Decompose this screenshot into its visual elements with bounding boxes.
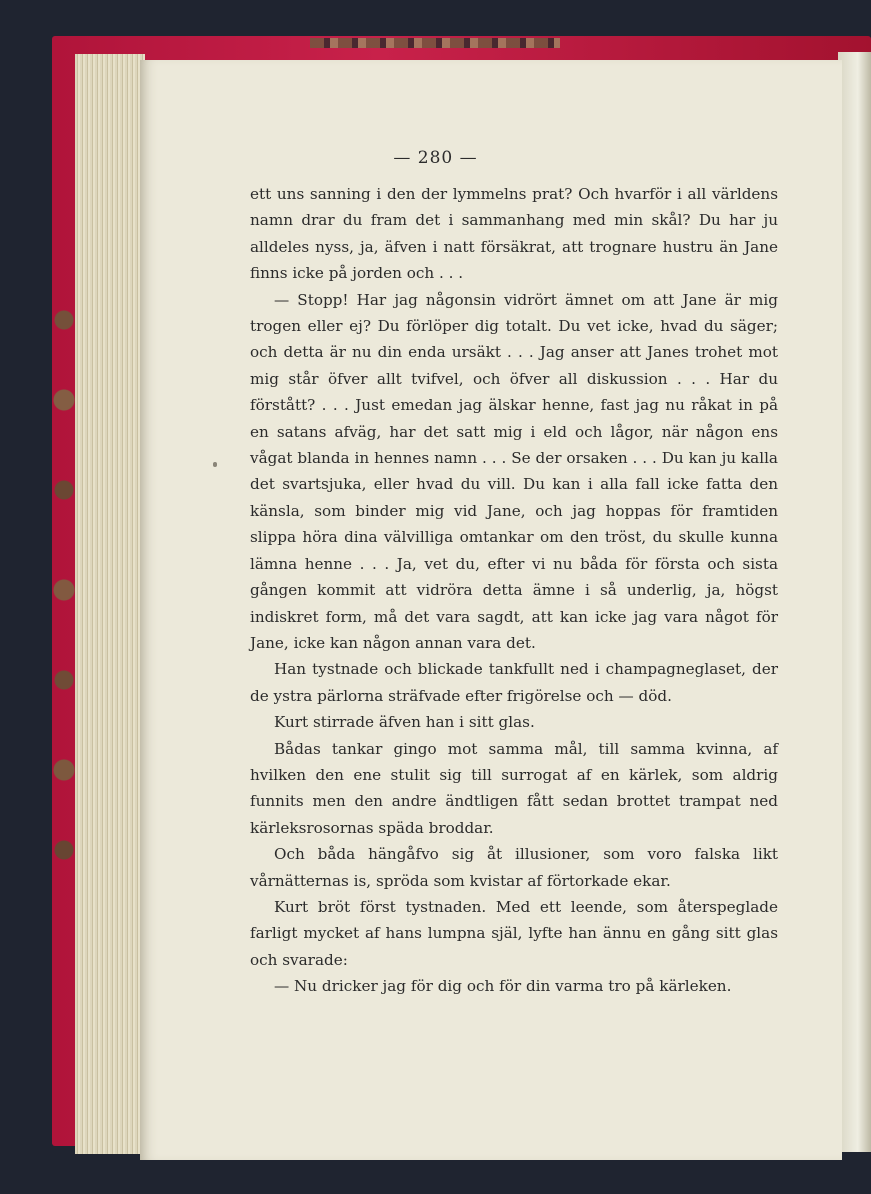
ink-spot (213, 462, 217, 467)
cover-decoration (310, 38, 560, 48)
cover-pattern (52, 290, 76, 890)
page-stack (75, 54, 145, 1154)
paragraph: Och båda hängåfvo sig åt illusioner, som voro falska likt vårnätternas is, spröda som kvistar af förtorkade ekar. (250, 845, 778, 890)
body-text (250, 181, 778, 1000)
paragraph: Han tystnade och blickade tankfullt ned i champagneglaset, der de ystra pärlorna sträfvade efter frigörelse och — död. (250, 660, 778, 705)
paragraph: Kurt stirrade äfven han i sitt glas. (274, 713, 535, 732)
paragraph: Kurt bröt först tystnaden. Med ett leende, som återspeglade farligt mycket af hans lumpna själ, lyfte han ännu en gång sitt glas och svarade: (250, 897, 778, 969)
paragraph: Bådas tankar gingo mot samma mål, till samma kvinna, af hvilken den ene stulit sig till surrogat af en kärlek, som aldrig funnits men den andre ändtligen fått sedan brottet trampat ned kärleksrosornas späda broddar. (250, 739, 778, 837)
paragraph: ett uns sanning i den der lymmelns prat? Och hvarför i all världens namn drar du fram det i sammanhang med min skål? Du har ju alldeles nyss, ja, äfven i natt försäkrat, att trognare hustru än Jane finns icke på jorden och . . . (250, 185, 778, 283)
paragraph: — Nu dricker jag för dig och för din varma tro på kärleken. (274, 977, 732, 996)
page-number: — 280 — (393, 148, 478, 168)
paragraph: — Stopp! Har jag någonsin vidrört ämnet om att Jane är mig trogen eller ej? Du förlöper dig totalt. Du vet icke, hvad du säger; och detta är nu din enda ursäkt . . . Jag anser att Janes trohet mot mig står öfver allt tvifvel, och öfver all diskussion . . . Har du förstått? . . . Just emedan jag älskar henne, fast jag nu råkat in på en satans afväg, har det satt mig i eld och lågor, när någon ens vågat blanda in hennes namn . . . Se der orsaken . . . Du kan ju kalla det svartsjuka, eller hvad du vill. Du kan i alla fall icke fatta den känsla, som binder mig vid Jane, och jag hoppas för framtiden slippa höra dina välvilliga omtankar om den tröst, du skulle kunna lämna henne . . . Ja, vet du, efter vi nu båda för första och sista gången kommit att vidröra detta ämne i så underlig, ja, högst indiskret form, må det vara sagdt, att kan icke jag vara något för Jane, icke kan någon annan vara det. (250, 290, 778, 652)
book-edge-right (838, 52, 871, 1152)
